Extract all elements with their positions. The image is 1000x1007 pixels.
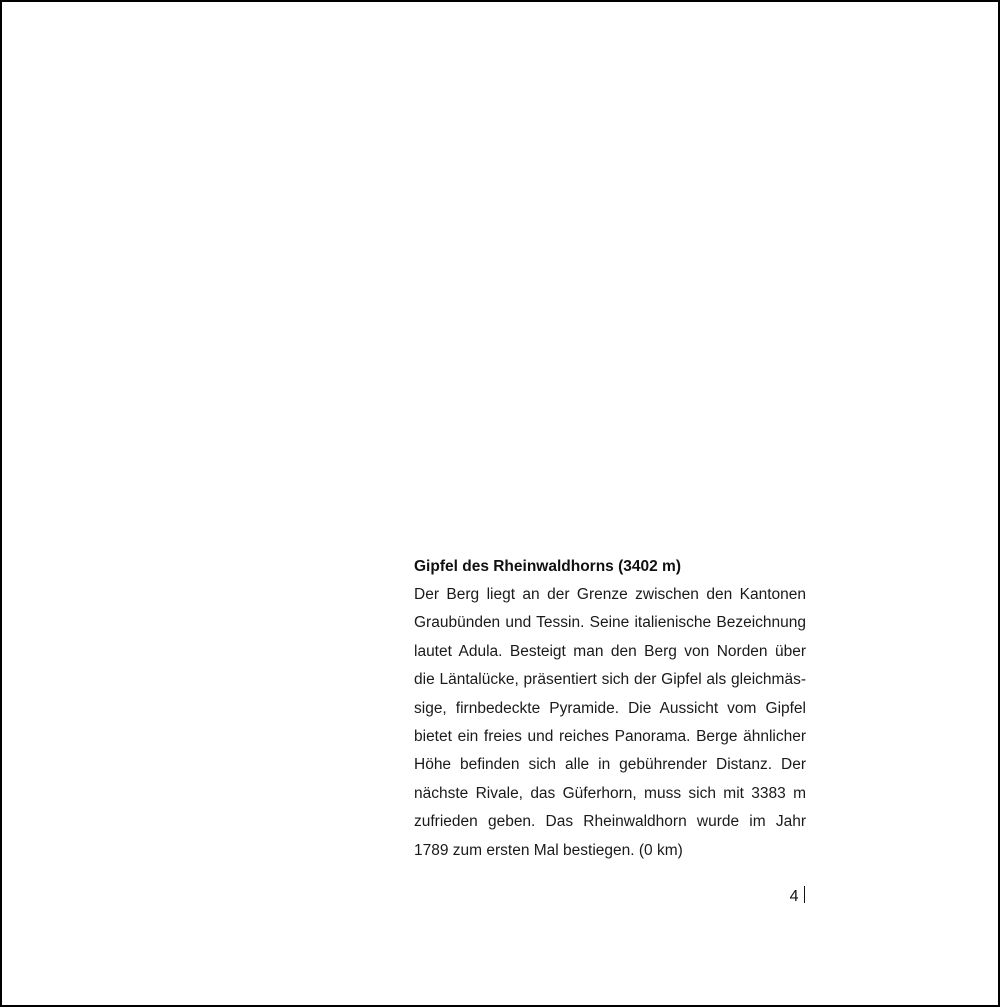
page-number [790, 884, 805, 910]
section-heading: Gipfel des Rheinwaldhorns (3402 m) [414, 558, 682, 575]
body-line-last: 1789 zum ersten Mal bestiegen. (0 km) [414, 841, 683, 859]
page-number-bar [804, 886, 806, 903]
body-line: nächste Rivale, das Güferhorn, muss sich mit 3383 m [414, 784, 806, 802]
body-line: Höhe befinden sich alle in gebührender Distanz. Der [414, 756, 806, 774]
body-line: Der Berg liegt an der Grenze zwischen den Kantonen [414, 586, 806, 603]
page-number-value: 4 [789, 888, 799, 905]
body-line: lautet Adula. Besteigt man den Berg von Norden über [414, 642, 806, 660]
body-line: Graubünden und Tessin. Seine italienische Bezeichnung [414, 614, 806, 632]
body-line: zufrieden geben. Das Rheinwaldhorn wurde im Jahr [414, 813, 806, 831]
body-line: sige, firnbedeckte Pyramide. Die Aussicht vom Gipfel [414, 699, 806, 717]
body-line: die Läntalücke, präsentiert sich der Gipfel als gleichmäs- [414, 671, 806, 689]
body-line: bietet ein freies und reiches Panorama. Berge ähnlicher [414, 727, 806, 745]
text-block [414, 552, 806, 865]
